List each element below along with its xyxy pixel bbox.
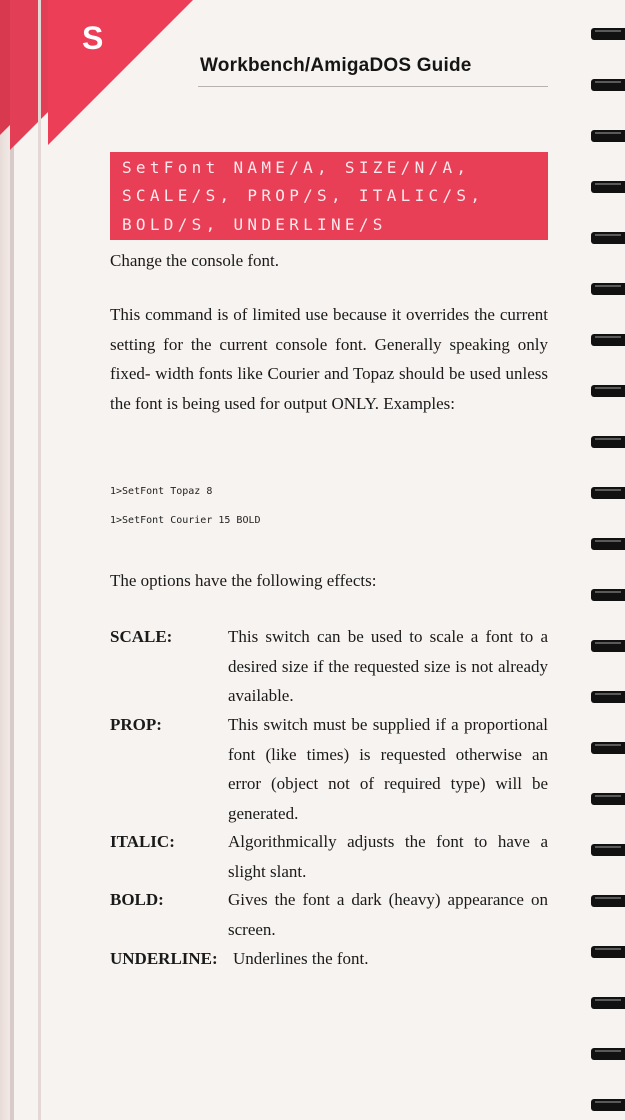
section-tab-letter: S: [82, 20, 104, 56]
example-code: 1>SetFont Courier 15 BOLD: [110, 515, 261, 526]
body-paragraph: This command is of limited use because it overrides the current setting for the current console font. Generally speaking only fixed- width fonts like Courier and Topaz should be used unless the font is being used for output ONLY. Examples:: [110, 305, 548, 413]
binding-coil: [591, 436, 625, 448]
option-definition-scale: This switch can be used to scale a font to a desired size if the requested size is not already available.: [228, 627, 548, 705]
spiral-binding: [589, 0, 625, 1120]
binding-coil: [591, 487, 625, 499]
page-edge: [0, 0, 10, 1120]
binding-coil: [591, 283, 625, 295]
section-tab: [48, 0, 193, 145]
option-term-prop: PROP:: [110, 715, 162, 734]
binding-coil: [591, 691, 625, 703]
binding-coil: [591, 793, 625, 805]
command-syntax-line: SCALE/S, PROP/S, ITALIC/S,: [122, 186, 485, 205]
binding-coil: [591, 589, 625, 601]
option-term-scale: SCALE:: [110, 627, 173, 646]
binding-coil: [591, 181, 625, 193]
binding-coil: [591, 232, 625, 244]
option-term-italic: ITALIC:: [110, 832, 175, 851]
option-definition-bold: Gives the font a dark (heavy) appearance on screen.: [228, 890, 548, 939]
binding-coil: [591, 946, 625, 958]
binding-coil: [591, 538, 625, 550]
binding-coil: [591, 1048, 625, 1060]
binding-coil: [591, 28, 625, 40]
page-header-title: Workbench/AmigaDOS Guide: [200, 55, 472, 76]
page-edge: [38, 0, 41, 1120]
binding-coil: [591, 334, 625, 346]
option-term-underline: UNDERLINE:: [110, 949, 218, 968]
binding-coil: [591, 385, 625, 397]
binding-coil: [591, 844, 625, 856]
binding-coil: [591, 130, 625, 142]
command-description: Change the console font.: [110, 251, 280, 270]
option-definition-prop: This switch must be supplied if a proportional font (like times) is requested otherwise an error (object not of required type) will be generated.: [228, 715, 548, 823]
option-definition-underline: Underlines the font.: [233, 949, 369, 968]
binding-coil: [591, 79, 625, 91]
header-divider: [198, 86, 548, 87]
binding-coil: [591, 895, 625, 907]
command-syntax-line: BOLD/S, UNDERLINE/S: [122, 215, 387, 234]
binding-coil: [591, 997, 625, 1009]
binding-coil: [591, 1099, 625, 1111]
option-term-bold: BOLD:: [110, 890, 164, 909]
binding-coil: [591, 742, 625, 754]
command-syntax-line: SetFont NAME/A, SIZE/N/A,: [122, 158, 471, 177]
example-code: 1>SetFont Topaz 8: [110, 486, 213, 497]
options-intro: The options have the following effects:: [110, 571, 377, 590]
binding-coil: [591, 640, 625, 652]
page-edge: [10, 0, 14, 1120]
option-definition-italic: Algorithmically adjusts the font to have a slight slant.: [228, 832, 548, 881]
